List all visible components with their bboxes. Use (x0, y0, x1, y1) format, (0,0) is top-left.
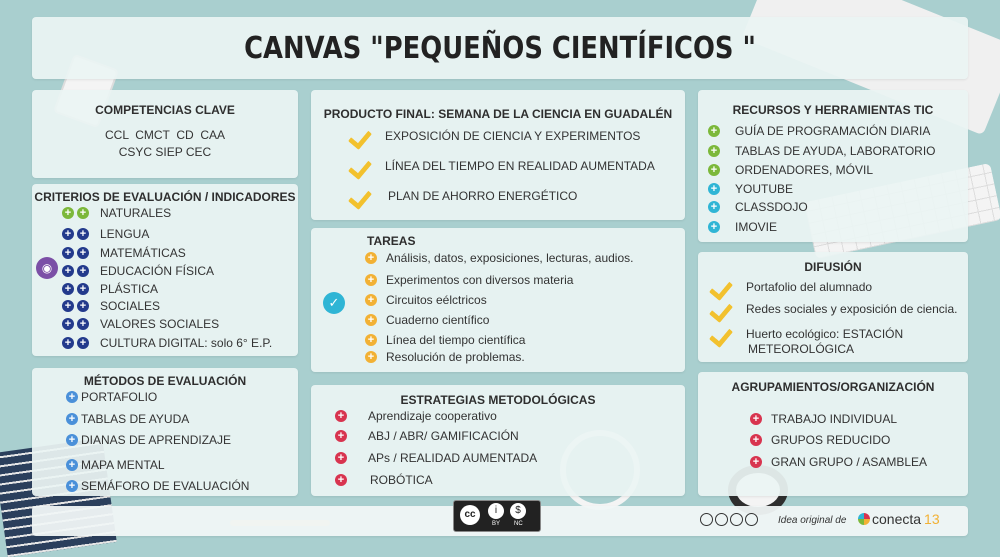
plus-icon: + (77, 247, 89, 259)
difusion-label: Huerto ecológico: ESTACIÓN (746, 327, 904, 341)
plus-icon: + (77, 283, 89, 295)
recurso-label: CLASSDOJO (735, 200, 808, 214)
estrategia-label: Aprendizaje cooperativo (368, 409, 497, 423)
producto-label: EXPOSICIÓN DE CIENCIA Y EXPERIMENTOS (385, 129, 641, 143)
criterio-item (62, 282, 158, 296)
tarea-label: Análisis, datos, exposiciones, lecturas, audios. (386, 251, 634, 265)
plus-icon: + (77, 265, 89, 277)
agrupamientos-panel (698, 372, 968, 496)
metodo-item (66, 479, 249, 493)
recurso-item (708, 144, 936, 158)
agrupamiento-item (750, 455, 927, 469)
difusion-item (710, 278, 872, 296)
plus-icon: + (77, 318, 89, 330)
difusion-item (710, 300, 957, 318)
criterio-label: SOCIALES (100, 299, 161, 313)
producto-item (349, 157, 655, 175)
plus-icon: + (365, 294, 377, 306)
tarea-label: Resolución de problemas. (386, 350, 525, 364)
sa-icon (745, 513, 758, 526)
plus-icon: + (365, 334, 377, 346)
criterio-item (62, 317, 219, 331)
metodo-item (66, 390, 157, 404)
tarea-item (365, 293, 487, 307)
by-icon (715, 513, 728, 526)
recurso-label: TABLAS DE AYUDA, LABORATORIO (735, 144, 936, 158)
competencias-line-2: CSYC SIEP CEC (118, 145, 212, 159)
plus-icon: + (708, 125, 720, 137)
producto-label: LÍNEA DEL TIEMPO EN REALIDAD AUMENTADA (385, 159, 655, 173)
criterio-label: LENGUA (100, 227, 150, 241)
recurso-item (708, 182, 793, 196)
cc-icon (700, 513, 713, 526)
tareas-title: TAREAS (367, 234, 416, 248)
plus-icon: + (77, 300, 89, 312)
estrategia-label: ROBÓTICA (370, 473, 433, 487)
metodo-label: TABLAS DE AYUDA (81, 412, 190, 426)
metodos-title: MÉTODOS DE EVALUACIÓN (83, 374, 247, 388)
metodo-label: SEMÁFORO DE EVALUACIÓN (81, 479, 250, 493)
cc-nc-icon: $ (510, 503, 526, 519)
tarea-item (365, 350, 525, 364)
eye-icon: ◉ (36, 257, 58, 279)
agrupamiento-item (750, 412, 897, 426)
plus-icon: + (77, 337, 89, 349)
competencias-panel (32, 90, 298, 178)
agrupamiento-label: GRUPOS REDUCIDO (771, 433, 891, 447)
criterio-label: MATEMÁTICAS (100, 246, 186, 260)
producto-label: PLAN DE AHORRO ENERGÉTICO (388, 189, 578, 203)
recurso-item (708, 220, 777, 234)
plus-icon: + (365, 252, 377, 264)
plus-icon: + (365, 274, 377, 286)
nc-icon (730, 513, 743, 526)
plus-icon: + (66, 480, 78, 492)
difusion-label: Redes sociales y exposición de ciencia. (746, 302, 958, 316)
title-panel (32, 17, 968, 79)
tarea-item (365, 251, 633, 265)
metodo-item (66, 412, 189, 426)
estrategia-item (335, 409, 497, 423)
estrategia-label: ABJ / ABR/ GAMIFICACIÓN (368, 429, 519, 443)
tarea-item (365, 313, 489, 327)
check-icon (710, 325, 736, 343)
plus-icon: + (66, 459, 78, 471)
producto-panel (311, 90, 685, 220)
difusion-title: DIFUSIÓN (804, 260, 862, 274)
agrupamiento-label: GRAN GRUPO / ASAMBLEA (771, 455, 928, 469)
recursos-title: RECURSOS Y HERRAMIENTAS TIC (732, 103, 934, 117)
criterio-label: NATURALES (100, 206, 172, 220)
plus-icon: + (365, 314, 377, 326)
estrategia-item (335, 473, 433, 487)
tarea-item (365, 273, 573, 287)
difusion-item (710, 325, 903, 343)
plus-icon: + (62, 228, 74, 240)
footer-panel (32, 506, 968, 536)
plus-icon: + (750, 456, 762, 468)
check-icon (710, 300, 736, 318)
plus-icon: + (66, 434, 78, 446)
plus-icon: + (77, 207, 89, 219)
plus-icon: + (708, 164, 720, 176)
estrategias-title: ESTRATEGIAS METODOLÓGICAS (400, 393, 596, 407)
recurso-label: IMOVIE (735, 220, 778, 234)
plus-icon: + (708, 201, 720, 213)
criterio-item (62, 227, 149, 241)
recurso-label: ORDENADORES, MÓVIL (735, 163, 874, 177)
brand-number: 13 (924, 511, 940, 527)
recurso-label: GUÍA DE PROGRAMACIÓN DIARIA (735, 124, 931, 138)
plus-icon: + (62, 247, 74, 259)
difusion-label-continued: METEOROLÓGICA (748, 342, 855, 356)
estrategia-label: APs / REALIDAD AUMENTADA (368, 451, 538, 465)
recurso-item (708, 163, 873, 177)
tarea-label: Experimentos con diversos materia (386, 273, 574, 287)
criterio-item (62, 299, 160, 313)
brand-mark-icon (858, 513, 870, 525)
brand-logo (858, 511, 940, 527)
producto-item (349, 187, 577, 205)
criterio-item (62, 206, 171, 220)
criterios-title: CRITERIOS DE EVALUACIÓN / INDICADORES (34, 190, 296, 204)
plus-icon: + (335, 452, 347, 464)
difusion-panel (698, 252, 968, 362)
agrupamientos-title: AGRUPAMIENTOS/ORGANIZACIÓN (731, 380, 935, 394)
competencias-title: COMPETENCIAS CLAVE (95, 103, 235, 117)
check-icon (710, 278, 736, 296)
plus-icon: + (66, 413, 78, 425)
page-title: CANVAS "PEQUEÑOS CIENTÍFICOS " (244, 31, 756, 66)
metodo-label: PORTAFOLIO (81, 390, 158, 404)
difusion-label: Portafolio del alumnado (746, 280, 873, 294)
cc-license-badge (453, 500, 541, 532)
plus-icon: + (62, 337, 74, 349)
estrategia-item (335, 451, 537, 465)
plus-icon: + (62, 207, 74, 219)
cc-nc-label: NC (514, 521, 523, 527)
check-icon (349, 157, 375, 175)
cc-by-label: BY (492, 521, 501, 527)
plus-icon: + (62, 318, 74, 330)
producto-item (349, 127, 640, 145)
recursos-panel (698, 90, 968, 242)
criterio-label: VALORES SOCIALES (100, 317, 220, 331)
criterios-panel (32, 184, 298, 356)
plus-icon: + (66, 391, 78, 403)
criterio-item (62, 264, 214, 278)
plus-icon: + (708, 183, 720, 195)
plus-icon: + (708, 145, 720, 157)
check-circle-icon: ✓ (323, 292, 345, 314)
producto-title: PRODUCTO FINAL: SEMANA DE LA CIENCIA EN GUADALÉN (323, 107, 673, 121)
plus-icon: + (62, 300, 74, 312)
plus-icon: + (62, 265, 74, 277)
tarea-label: Circuitos eélctricos (386, 293, 487, 307)
cc-by-icon: i (488, 503, 504, 519)
recurso-label: YOUTUBE (735, 182, 794, 196)
criterio-item (62, 246, 186, 260)
criterio-label: CULTURA DIGITAL: solo 6° E.P. (100, 336, 273, 350)
plus-icon: + (365, 351, 377, 363)
tarea-label: Cuaderno científico (386, 313, 490, 327)
metodo-label: MAPA MENTAL (81, 458, 165, 472)
metodos-panel (32, 368, 298, 496)
plus-icon: + (335, 410, 347, 422)
estrategias-panel (311, 385, 685, 496)
estrategia-item (335, 429, 519, 443)
recurso-item (708, 200, 808, 214)
cc-small-icons (700, 513, 758, 526)
tarea-item (365, 333, 525, 347)
plus-icon: + (750, 434, 762, 446)
plus-icon: + (335, 430, 347, 442)
metodo-item (66, 433, 231, 447)
credit-text: Idea original de (778, 515, 847, 526)
plus-icon: + (62, 283, 74, 295)
plus-icon: + (77, 228, 89, 240)
metodo-item (66, 458, 165, 472)
agrupamiento-label: TRABAJO INDIVIDUAL (771, 412, 898, 426)
plus-icon: + (708, 221, 720, 233)
tareas-panel (311, 228, 685, 372)
criterio-label: EDUCACIÓN FÍSICA (100, 264, 215, 278)
criterio-item (62, 336, 272, 350)
cc-logo-icon: cc (460, 505, 480, 525)
criterio-label: PLÁSTICA (100, 282, 159, 296)
tarea-label: Línea del tiempo científica (386, 333, 526, 347)
plus-icon: + (335, 474, 347, 486)
metodo-label: DIANAS DE APRENDIZAJE (81, 433, 232, 447)
recurso-item (708, 124, 930, 138)
plus-icon: + (750, 413, 762, 425)
check-icon (349, 187, 375, 205)
check-icon (349, 127, 375, 145)
competencias-line-1: CCL CMCT CD CAA (104, 128, 225, 142)
brand-name: conecta (872, 511, 922, 527)
agrupamiento-item (750, 433, 890, 447)
